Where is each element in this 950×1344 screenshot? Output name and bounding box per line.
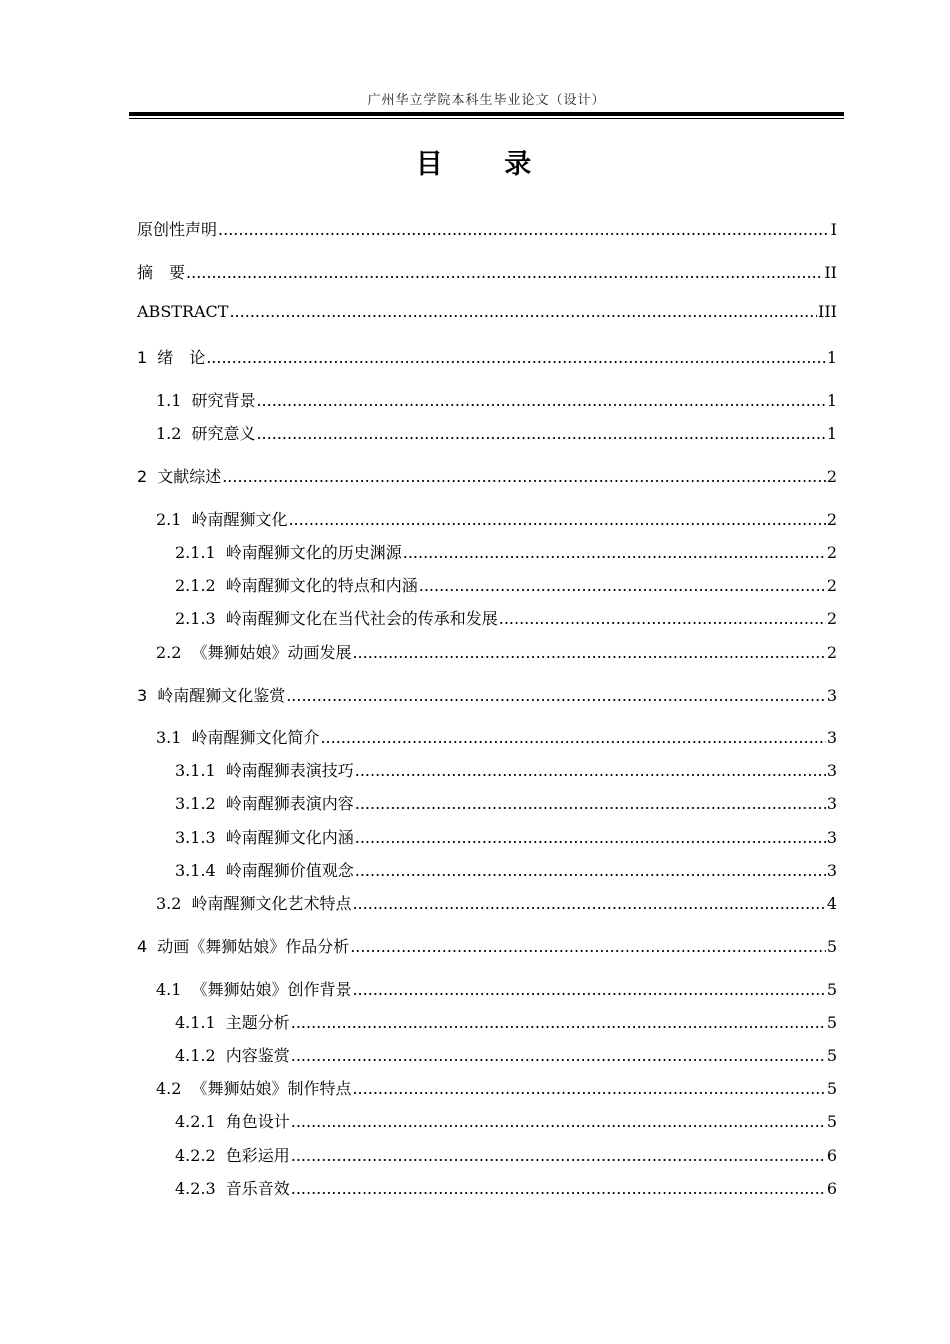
- toc-entry[interactable]: [156, 1076, 837, 1099]
- toc-number: 2: [137, 467, 148, 486]
- toc-entry[interactable]: [137, 260, 837, 283]
- toc-number: 4.2: [156, 1079, 182, 1098]
- dot-leader: [256, 424, 825, 443]
- toc-text: 《舞狮姑娘》动画发展: [191, 643, 352, 662]
- toc-text: 岭南醒狮文化: [191, 510, 288, 529]
- toc-page: 1: [826, 424, 837, 443]
- toc-page: 5: [826, 980, 837, 999]
- dot-leader: [403, 543, 826, 562]
- toc-number: 4.2.2: [175, 1146, 216, 1165]
- toc-number: 3.2: [156, 894, 182, 913]
- toc-entry[interactable]: [156, 388, 837, 411]
- dot-leader: [352, 980, 825, 999]
- toc-page: I: [830, 220, 837, 239]
- toc-number: 1.2: [156, 424, 182, 443]
- toc-page: 2: [826, 576, 837, 595]
- toc-entry[interactable]: [156, 640, 837, 663]
- toc-text: 角色设计: [225, 1112, 290, 1131]
- toc-text: 《舞狮姑娘》创作背景: [191, 980, 352, 999]
- toc-text: 绪 论: [157, 348, 206, 367]
- toc-text: 摘 要: [137, 263, 186, 282]
- dot-leader: [355, 794, 826, 813]
- toc-page: 2: [826, 609, 837, 628]
- toc-text: 研究意义: [191, 424, 256, 443]
- toc-entry[interactable]: [175, 1109, 837, 1132]
- header-rule-thick: [129, 112, 844, 116]
- toc-entry[interactable]: [175, 858, 837, 881]
- page-title: 目 录: [415, 149, 558, 180]
- dot-leader: [206, 348, 826, 367]
- toc-entry[interactable]: [175, 791, 837, 814]
- toc-entry[interactable]: [175, 825, 837, 848]
- toc-page: 5: [826, 937, 837, 956]
- dot-leader: [291, 1179, 826, 1198]
- toc-entry[interactable]: [137, 464, 837, 487]
- dot-leader: [352, 1079, 825, 1098]
- toc-entry[interactable]: [156, 977, 837, 1000]
- toc-page: 3: [826, 794, 837, 813]
- dot-leader: [320, 728, 825, 747]
- dot-leader: [256, 391, 825, 410]
- toc-page: 1: [826, 391, 837, 410]
- toc-entry[interactable]: [175, 606, 837, 629]
- toc-number: 3.1.1: [175, 761, 216, 780]
- toc-text: 主题分析: [225, 1013, 290, 1032]
- dot-leader: [355, 828, 826, 847]
- toc-page: 3: [826, 861, 837, 880]
- toc-page: 3: [826, 828, 837, 847]
- dot-leader: [229, 302, 817, 321]
- toc-entry[interactable]: [137, 302, 837, 321]
- toc-entry[interactable]: [175, 540, 837, 563]
- toc-page: 3: [826, 761, 837, 780]
- toc-entry[interactable]: [175, 1176, 837, 1199]
- toc-entry[interactable]: [156, 421, 837, 444]
- dot-leader: [218, 220, 830, 239]
- toc-text: 岭南醒狮表演内容: [225, 794, 354, 813]
- toc-number: 4.2.3: [175, 1179, 216, 1198]
- dot-leader: [286, 686, 826, 705]
- dot-leader: [419, 576, 826, 595]
- toc-entry[interactable]: [137, 683, 837, 706]
- toc-entry[interactable]: [175, 573, 837, 596]
- toc-text: 岭南醒狮文化艺术特点: [191, 894, 352, 913]
- toc-page: 3: [826, 686, 837, 705]
- toc-number: 1: [137, 348, 148, 367]
- header-rule-thin: [129, 118, 844, 119]
- toc-page: 2: [826, 467, 837, 486]
- toc-entry[interactable]: [156, 507, 837, 530]
- toc-entry[interactable]: [137, 345, 837, 368]
- toc-page: 5: [826, 1013, 837, 1032]
- toc-entry[interactable]: [175, 1143, 837, 1166]
- toc-entry[interactable]: [137, 934, 837, 957]
- dot-leader: [350, 937, 826, 956]
- toc-number: 1.1: [156, 391, 182, 410]
- toc-number: 3.1.2: [175, 794, 216, 813]
- toc-page: 2: [826, 643, 837, 662]
- toc-number: 2.2: [156, 643, 182, 662]
- toc-page: 2: [826, 510, 837, 529]
- toc-page: II: [824, 263, 837, 282]
- toc-number: 4.1.1: [175, 1013, 216, 1032]
- toc-page: 6: [826, 1179, 837, 1198]
- dot-leader: [352, 643, 825, 662]
- toc-entry[interactable]: [137, 217, 837, 240]
- toc-page: 2: [826, 543, 837, 562]
- toc-number: 3.1.3: [175, 828, 216, 847]
- dot-leader: [352, 894, 825, 913]
- dot-leader: [291, 1112, 826, 1131]
- toc-page: 6: [826, 1146, 837, 1165]
- toc-page: 5: [826, 1046, 837, 1065]
- toc-entry[interactable]: [175, 758, 837, 781]
- toc-text: ABSTRACT: [137, 302, 229, 321]
- toc-text: 色彩运用: [225, 1146, 290, 1165]
- dot-leader: [355, 861, 826, 880]
- toc-text: 岭南醒狮文化的特点和内涵: [225, 576, 418, 595]
- toc-text: 岭南醒狮文化在当代社会的传承和发展: [225, 609, 498, 628]
- toc-number: 3.1.4: [175, 861, 216, 880]
- toc-entry[interactable]: [175, 1043, 837, 1066]
- toc-text: 文献综述: [157, 467, 222, 486]
- toc-number: 4.1: [156, 980, 182, 999]
- toc-page: III: [818, 302, 837, 321]
- toc-number: 2.1.2: [175, 576, 216, 595]
- dot-leader: [355, 761, 826, 780]
- toc-text: 岭南醒狮文化鉴赏: [157, 686, 286, 705]
- toc-text: 内容鉴赏: [225, 1046, 290, 1065]
- toc-number: 4.1.2: [175, 1046, 216, 1065]
- toc-number: 4: [137, 937, 148, 956]
- toc-number: 3: [137, 686, 148, 705]
- dot-leader: [291, 1013, 826, 1032]
- toc-entry[interactable]: [156, 891, 837, 914]
- toc-text: 岭南醒狮表演技巧: [225, 761, 354, 780]
- toc-text: 岭南醒狮价值观念: [225, 861, 354, 880]
- toc-number: 2.1.1: [175, 543, 216, 562]
- toc-text: 原创性声明: [137, 220, 218, 239]
- toc-entry[interactable]: [156, 725, 837, 748]
- toc-text: 音乐音效: [225, 1179, 290, 1198]
- toc-number: 4.2.1: [175, 1112, 216, 1131]
- toc-page: 3: [826, 728, 837, 747]
- dot-leader: [291, 1046, 826, 1065]
- dot-leader: [222, 467, 826, 486]
- dot-leader: [186, 263, 823, 282]
- toc-number: 2.1.3: [175, 609, 216, 628]
- toc-text: 岭南醒狮文化内涵: [225, 828, 354, 847]
- toc-text: 《舞狮姑娘》制作特点: [191, 1079, 352, 1098]
- toc-text: 岭南醒狮文化的历史渊源: [225, 543, 402, 562]
- toc-text: 动画《舞狮姑娘》作品分析: [157, 937, 350, 956]
- toc-page: 5: [826, 1112, 837, 1131]
- dot-leader: [499, 609, 826, 628]
- toc-number: 3.1: [156, 728, 182, 747]
- toc-page: 4: [826, 894, 837, 913]
- toc-number: 2.1: [156, 510, 182, 529]
- dot-leader: [291, 1146, 826, 1165]
- toc-text: 研究背景: [191, 391, 256, 410]
- toc-entry[interactable]: [175, 1010, 837, 1033]
- toc-page: 1: [826, 348, 837, 367]
- toc-page: 5: [826, 1079, 837, 1098]
- dot-leader: [288, 510, 825, 529]
- running-header: 广州华立学院本科生毕业论文（设计）: [367, 93, 606, 108]
- toc-text: 岭南醒狮文化简介: [191, 728, 320, 747]
